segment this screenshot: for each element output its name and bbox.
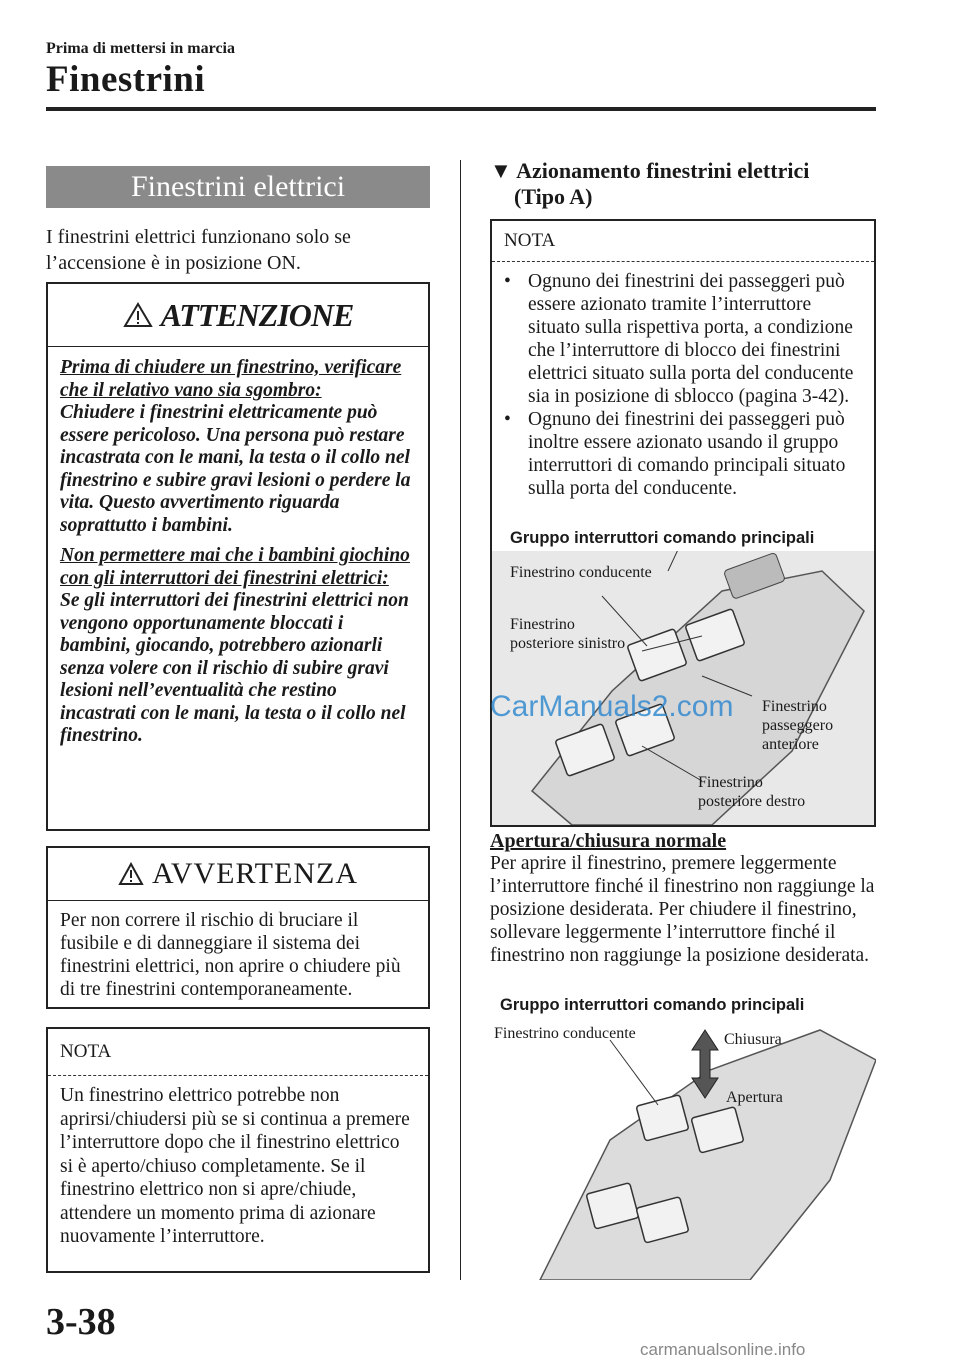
intro-text: I finestrini elettrici funzionano solo se l’accensione è in posizione ON. [46,226,351,274]
section-label: Prima di mettersi in marcia [46,40,235,57]
warning-triangle-icon [123,302,153,328]
switch-panel-diagram-2 [490,1020,876,1280]
watermark-footer: carmanualsonline.info [640,1340,806,1359]
list-item: • Ognuno dei finestrini dei passeggeri può inoltre essere azionato usando il gruppo interruttori di comando principali situato sulla porta del conducente. [504,409,846,499]
bullet-icon: • [504,409,511,430]
caution-box [46,846,430,1009]
diagram1-front-passenger-label: Finestrino passeggero anteriore [762,698,834,753]
bullet-icon: • [504,271,511,292]
diagram1-rear-right-label: Finestrino posteriore destro [698,774,806,810]
diagram2-open-label: Apertura [726,1089,783,1106]
warning-heading-1: Prima di chiudere un finestrino, verificare che il relativo vano sia sgombro: [60,357,402,401]
title-rule [46,107,876,111]
page-number: 3-38 [46,1301,116,1343]
normal-operation-text: Per aprire il finestrino, premere leggermente l’interruttore finché il finestrino non raggiunge la posizione desiderata. Per chiudere il finestrino, sollevare leggermente l’interruttore finché il finestrino non raggiunge la posizione desiderata. [490,853,875,966]
column-divider [460,160,461,1280]
note-list [492,262,874,500]
warning-heading-2: Non permettere mai che i bambini giochino con gli interruttori dei finestrini elettrici: [60,545,410,589]
section-banner: Finestrini elettrici [46,166,430,208]
list-item: • Ognuno dei finestrini dei passeggeri può essere azionato tramite l’interruttore situato sulla rispettiva porta, a condizione che l’interruttore di blocco dei finestrini elettrici situato sulla porta del conducente sia in posizione di sblocco (pagina 3-42). [504,271,854,407]
diagram1-title: Gruppo interruttori comando principali [510,529,815,547]
warning-body [48,347,428,766]
note-label-2: NOTA [492,221,874,262]
caution-label: AVVERTENZA [152,857,358,890]
page-title: Finestrini [46,59,206,100]
caution-text: Per non correre il rischio di bruciare il fusibile e di danneggiare il sistema dei finestrini elettrici, non aprire o chiudere più di tre finestrini contemporaneamente. [60,910,401,1000]
diagram1-rear-left-label: Finestrino posteriore sinistro [510,616,626,652]
diagram2-close-label: Chiusura [724,1031,782,1048]
subsection-title-line1: Azionamento finestrini elettrici [516,158,810,183]
diagram2-title: Gruppo interruttori comando principali [500,996,805,1014]
switch-panel-diagram-1 [492,551,874,825]
normal-operation-title: Apertura/chiusura normale [490,830,727,852]
diagram1-driver-label: Finestrino conducente [510,564,652,581]
warning-box [46,282,430,831]
note-box-2 [490,219,876,827]
watermark: CarManuals2.com [490,690,734,723]
caution-header [48,848,428,901]
note-text: Un finestrino elettrico potrebbe non aprirsi/chiudersi più se si continua a premere l’interruttore dopo che il finestrino elettrico si è aperto/chiuso completamente. Se il finestrino elettrico non si apre/chiude, attendere un momento prima di azionare nuovamente l’interruttore. [60,1085,410,1247]
warning-text-1: Chiudere i finestrini elettricamente può essere pericoloso. Una persona può restare incastrata con le mani, la testa o il collo nel finestrino e subire gravi lesioni o perdere la vita. Questo avvertimento riguarda soprattutto i bambini. [60,402,411,536]
warning-header [48,284,428,347]
note-label: NOTA [48,1029,428,1076]
warning-text-2: Se gli interruttori dei finestrini elettrici non vengono opportunamente bloccati i bambini, giocando, potrebbero azionarli senza volere con il rischio di subire gravi lesioni nell’eventualità che restino incastrati con le mani, la testa o il collo nel finestrino. [60,590,409,746]
subsection-triangle-icon: ▼ [490,158,512,183]
caution-triangle-icon [118,862,144,886]
diagram2-driver-label: Finestrino conducente [494,1025,636,1042]
warning-label: ATTENZIONE [160,296,354,333]
note-box [46,1027,430,1273]
subsection-title [490,158,809,210]
subsection-title-line2: (Tipo A) [514,184,593,209]
